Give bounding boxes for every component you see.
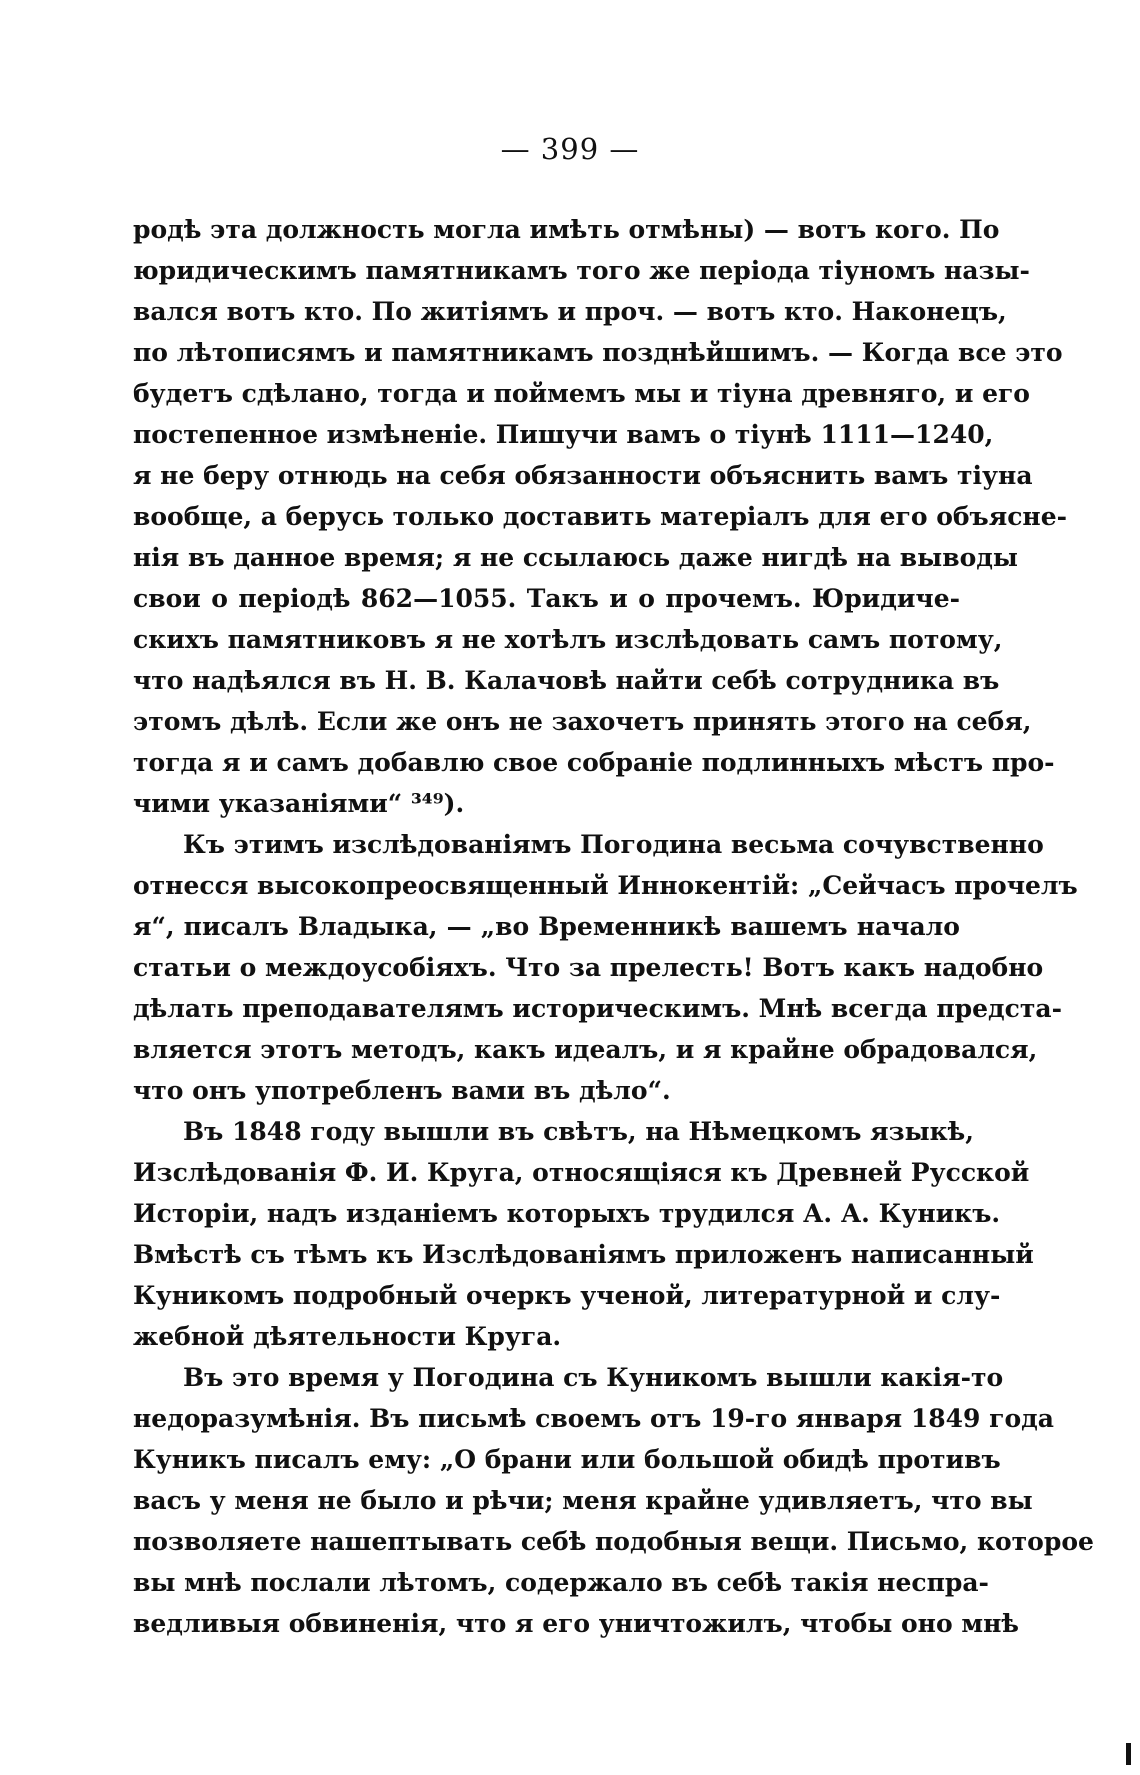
text-line: юридическимъ памятникамъ того же періода тіуномъ назы- xyxy=(133,256,1030,285)
text-line: Въ 1848 году вышли въ свѣтъ, на Нѣмецкомъ языкѣ, xyxy=(183,1117,974,1146)
text-line: позволяете нашептывать себѣ подобныя вещи. Письмо, которое xyxy=(133,1527,1094,1556)
text-line: жебной дѣятельности Круга. xyxy=(133,1322,562,1351)
text-line: что надѣялся въ Н. В. Калачовѣ найти себѣ сотрудника въ xyxy=(133,666,1000,695)
text-line: нія въ данное время; я не ссылаюсь даже нигдѣ на выводы xyxy=(133,543,1018,572)
text-line: постепенное измѣненіе. Пишучи вамъ о тіунѣ 1111—1240, xyxy=(133,420,994,449)
paragraph-4 xyxy=(133,1357,1094,1644)
text-line: Къ этимъ изслѣдованіямъ Погодина весьма сочувственно xyxy=(183,830,1044,859)
text-line: Изслѣдованія Ф. И. Круга, относящіяся къ Древней Русской xyxy=(133,1158,1030,1187)
text-line: Въ это время у Погодина съ Куникомъ вышли какія-то xyxy=(183,1363,1004,1392)
text-line: васъ у меня не было и рѣчи; меня крайне удивляетъ, что вы xyxy=(133,1486,1033,1515)
page-number: — 399 — xyxy=(500,132,640,166)
text-line: по лѣтописямъ и памятникамъ позднѣйшимъ. — Когда все это xyxy=(133,338,1063,367)
text-line: вался вотъ кто. По житіямъ и проч. — вотъ кто. Наконецъ, xyxy=(133,297,1007,326)
text-line: скихъ памятниковъ я не хотѣлъ изслѣдовать самъ потому, xyxy=(133,625,1003,654)
text-line: родѣ эта должность могла имѣть отмѣны) — вотъ кого. По xyxy=(133,215,1000,244)
text-line: Куникомъ подробный очеркъ ученой, литературной и слу- xyxy=(133,1281,1001,1310)
text-line: Куникъ писалъ ему: „О брани или большой обидѣ противъ xyxy=(133,1445,1001,1474)
text-line: что онъ употребленъ вами въ дѣло“. xyxy=(133,1076,671,1105)
text-line: вообще, а берусь только доставить матеріалъ для его объясне- xyxy=(133,502,1067,531)
text-line: дѣлать преподавателямъ историческимъ. Мнѣ всегда предста- xyxy=(133,994,1062,1023)
text-line: я не беру отнюдь на себя обязанности объяснить вамъ тіуна xyxy=(133,461,1033,490)
text-line: этомъ дѣлѣ. Если же онъ не захочетъ принять этого на себя, xyxy=(133,707,1032,736)
text-line: недоразумѣнія. Въ письмѣ своемъ отъ 19-го января 1849 года xyxy=(133,1404,1054,1433)
text-line: Исторіи, надъ изданіемъ которыхъ трудился А. А. Куникъ. xyxy=(133,1199,1001,1228)
text-line: ведливыя обвиненія, что я его уничтожилъ, чтобы оно мнѣ xyxy=(133,1609,1019,1638)
paragraph-1 xyxy=(133,209,1067,824)
text-line: тогда я и самъ добавлю свое собраніе подлинныхъ мѣстъ про- xyxy=(133,748,1055,777)
paragraph-2 xyxy=(133,824,1078,1111)
body-text xyxy=(133,209,1094,1644)
text-line: я“, писалъ Владыка, — „во Временникѣ вашемъ начало xyxy=(133,912,960,941)
text-line: статьи о междоусобіяхъ. Что за прелесть! Вотъ какъ надобно xyxy=(133,953,1044,982)
text-line: чими указаніями“ ³⁴⁹). xyxy=(133,789,465,818)
scan-edge-mark xyxy=(1126,1743,1131,1765)
text-line: свои о періодѣ 862—1055. Такъ и о прочемъ. Юридиче- xyxy=(133,584,960,613)
text-line: будетъ сдѣлано, тогда и поймемъ мы и тіуна древняго, и его xyxy=(133,379,1030,408)
text-line: Вмѣстѣ съ тѣмъ къ Изслѣдованіямъ приложенъ написанный xyxy=(133,1240,1034,1269)
text-line: вляется этотъ методъ, какъ идеалъ, и я крайне обрадовался, xyxy=(133,1035,1038,1064)
paragraph-3 xyxy=(133,1111,1034,1357)
text-line: вы мнѣ послали лѣтомъ, содержало въ себѣ такія неспра- xyxy=(133,1568,989,1597)
text-line: отнесся высокопреосвященный Иннокентій: „Сейчасъ прочелъ xyxy=(133,871,1078,900)
